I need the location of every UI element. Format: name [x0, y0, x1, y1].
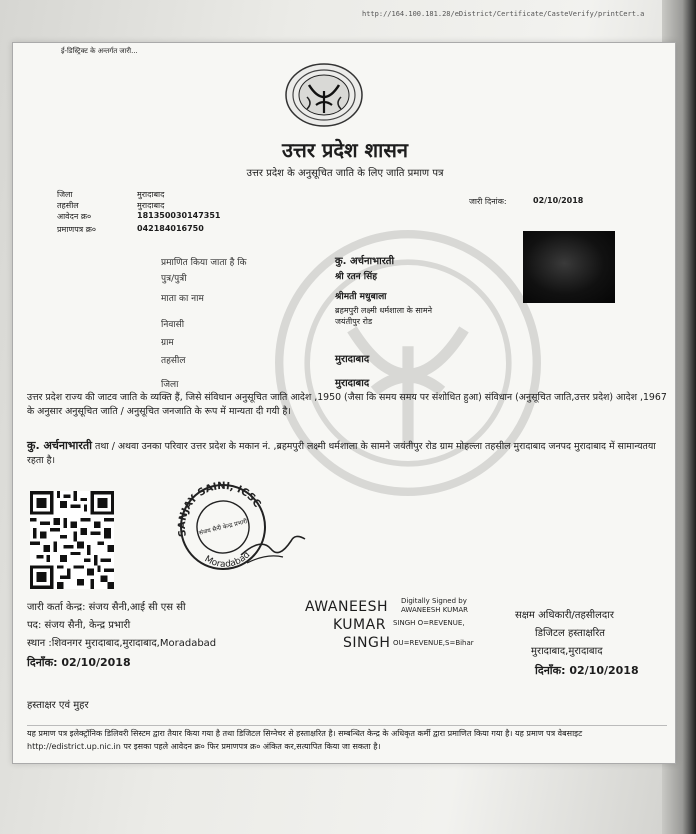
tehsil-value: मुरादाबाद	[137, 201, 165, 210]
stamp-bottom-text: Moradabad	[202, 550, 253, 570]
resident-value-line1: ब्रहमपुरी लक्ष्मी धर्मशाला के सामने	[335, 306, 433, 315]
certified-label: प्रमाणित किया जाता है कि	[161, 258, 247, 268]
document-subtitle: उत्तर प्रदेश के अनुसूचित जाति के लिए जाति प्रमाण पत्र	[246, 168, 444, 179]
village-label: ग्राम	[161, 338, 174, 348]
signer-name-line1: AWANEESH	[305, 599, 389, 615]
authority-title: सक्षम अधिकारी/तहसीलदार	[515, 610, 614, 621]
district2-label: जिला	[161, 380, 179, 390]
signature-and-seal-label: हस्ताक्षर एवं मुहर	[27, 700, 89, 711]
signer-name-line2: KUMAR	[333, 617, 386, 633]
issue-date-label: जारी दिनांक:	[469, 197, 507, 206]
center-seal-stamp-icon	[163, 467, 313, 577]
up-government-emblem-icon	[283, 61, 365, 129]
tehsil2-value: मुरादाबाद	[335, 354, 370, 365]
certificate-number-value: 042184016750	[137, 224, 204, 233]
issuer-date	[27, 655, 131, 670]
mother-name-label: माता का नाम	[161, 294, 204, 304]
child-of-label: पुत्र/पुत्री	[161, 274, 187, 284]
authority-date-value: 02/10/2018	[569, 664, 639, 677]
caste-declaration-paragraph: उत्तर प्रदेश राज्य की जाटव जाति के व्यक्ति हैं, जिसे संविधान अनुसूचित जाति आदेश ,1950 (जैसा कि समय समय पर संशोधित हुआ) संविधान (अनुसूचित जाति,उत्तर प्रदेश) आदेश ,1967 के अनुसार अनुसूचित जाति / अनुसूचित जनजाति के रूप में मान्यता दी गयी है।	[27, 392, 667, 417]
signature-detail-2: AWANEESH KUMAR	[401, 606, 468, 614]
signature-detail-4: OU=REVENUE,S=Bihar	[393, 639, 474, 647]
footer-divider	[27, 725, 667, 726]
certificate-number-label: प्रमाणपत्र क्र०	[57, 225, 96, 234]
mother-name-value: श्रीमती मधुबाला	[335, 292, 387, 302]
qr-code	[29, 491, 115, 589]
district-value: मुरादाबाद	[137, 190, 165, 199]
header-note: ई-डिस्ट्रिक्ट के अन्तर्गत जारी...	[61, 47, 138, 55]
issue-date-value: 02/10/2018	[533, 196, 584, 205]
certified-value: कु. अर्चनाभारती	[335, 256, 395, 267]
signer-name-line3: SINGH	[343, 635, 391, 651]
resident-value-line2: जयंतीपुर रोड	[335, 317, 373, 326]
tehsil-label: तहसील	[57, 201, 79, 210]
resident-label: निवासी	[161, 320, 185, 330]
residence-paragraph-name: कु. अर्चनाभारती	[27, 439, 92, 452]
district-label: जिला	[57, 190, 73, 199]
child-of-value: श्री रतन सिंह	[335, 272, 377, 282]
application-number-label: आवेदन क्र०	[57, 212, 92, 221]
stamp-top-text: SANJAY SAINI, ICSC	[176, 480, 263, 538]
applicant-photo	[523, 231, 615, 303]
issuer-date-value: 02/10/2018	[61, 656, 131, 669]
issuer-center: जारी कर्ता केन्द्र: संजय सैनी,आई सी एस सी	[27, 602, 186, 613]
signature-detail-3: SINGH O=REVENUE,	[393, 619, 465, 627]
browser-url: http://164.100.181.28/eDistrict/Certificate/CasteVerify/printCert.a	[362, 10, 645, 18]
residence-paragraph	[27, 439, 667, 468]
document-title: उत्तर प्रदेश शासन	[282, 138, 408, 162]
district2-value: मुरादाबाद	[335, 378, 370, 389]
stamp-center-text: संजय सैनी केन्द्र प्रभारी	[198, 518, 248, 537]
application-number-value: 181350030147351	[137, 211, 221, 220]
authority-date	[535, 663, 639, 678]
signature-detail-1: Digitally Signed by	[401, 597, 467, 605]
tehsil2-label: तहसील	[161, 356, 186, 366]
issuer-post: पद: संजय सैनी, केन्द्र प्रभारी	[27, 620, 131, 631]
authority-digital: डिजिटल हस्ताक्षरित	[535, 628, 605, 639]
issuer-place: स्थान :शिवनगर मुरादाबाद,मुरादाबाद,Moradabad	[27, 638, 217, 649]
issuer-date-label: दिनाँक:	[27, 656, 58, 669]
authority-date-label: दिनाँक:	[535, 664, 566, 677]
certificate-page	[12, 42, 676, 764]
residence-paragraph-text: तथा / अथवा उनका परिवार उत्तर प्रदेश के मकान नं. ,ब्रहमपुरी लक्ष्मी धर्मशाला के सामने जयंतीपुर रोड ग्राम मोहल्ला तहसील मुरादाबाद जनपद मुरादाबाद में सामान्यतया रहता है।	[27, 441, 656, 466]
authority-place: मुरादाबाद,मुरादाबाद	[531, 646, 603, 657]
footer-verification-note: यह प्रमाण पत्र इलेक्ट्रॉनिक डिलिवरी सिस्टम द्वारा तैयार किया गया है तथा डिजिटल सिग्नेचर से हस्ताक्षरित है। सम्बन्धित केन्द्र के अधिकृत कर्मी द्वारा प्रमाणित किया गया है। यह प्रमाण पत्र वेबसाइट http://edistrict.up.nic.in पर इसका पहले आवेदन क्र० फिर प्रमाणपत्र क्र० अंकित कर,सत्यापित किया जा सकता है।	[27, 729, 583, 751]
